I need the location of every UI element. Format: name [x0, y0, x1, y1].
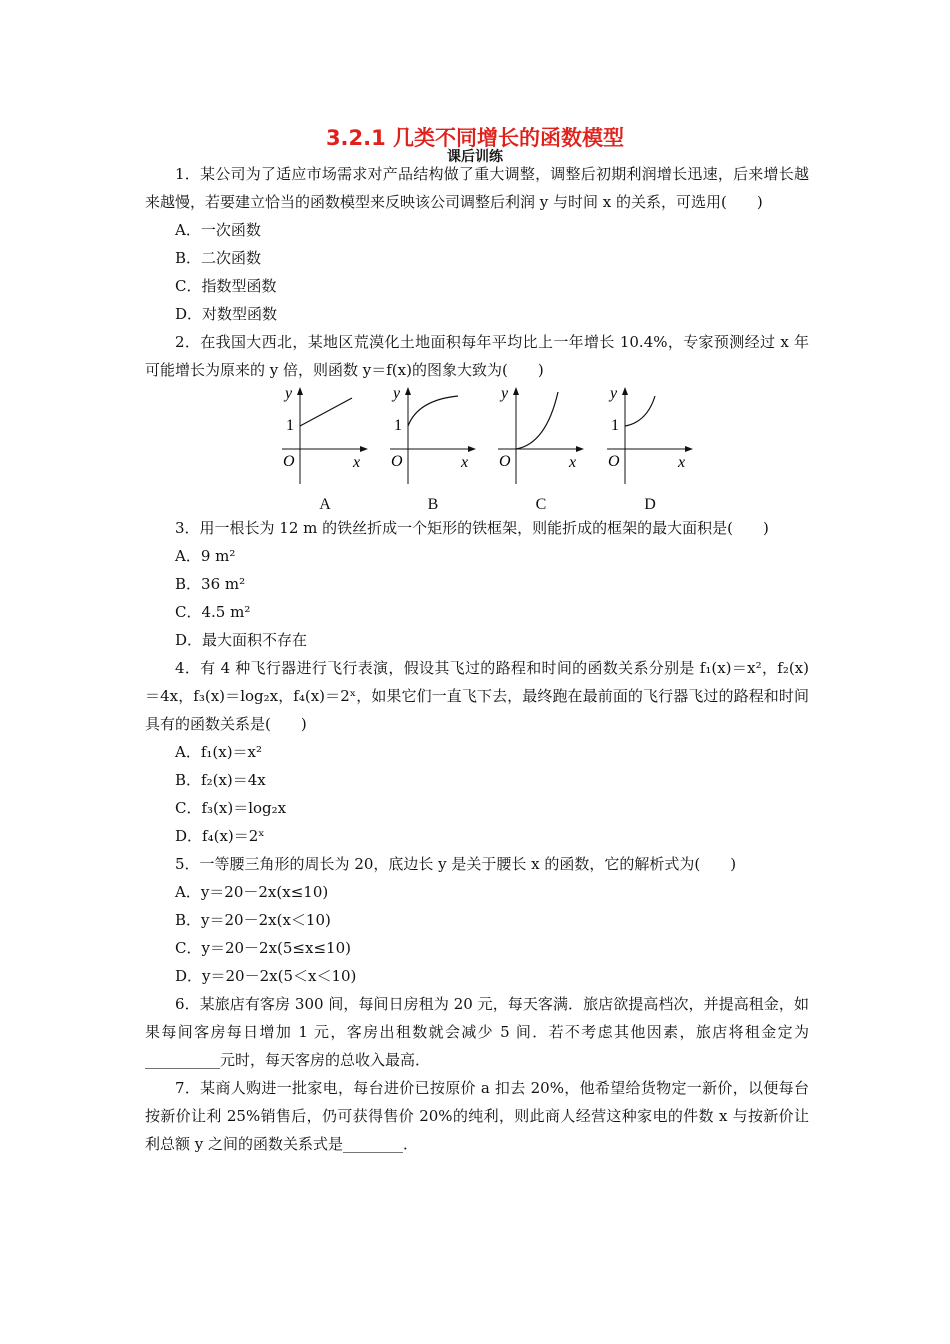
page-subtitle: 课后训练 — [447, 149, 503, 165]
question-3-option-c: C．4.5 m² — [175, 603, 251, 621]
graph-b-x-label: x — [461, 454, 469, 471]
graph-a-plot — [280, 384, 370, 489]
question-1-option-c: C．指数型函数 — [175, 277, 277, 295]
question-1-option-d: D．对数型函数 — [175, 305, 278, 323]
page-title: 3.2.1 几类不同增长的函数模型 — [325, 126, 625, 150]
graph-c-origin: O — [499, 453, 511, 470]
question-6: 6．某旅店有客房 300 间，每间日房租为 20 元，每天客满．旅店欲提高档次，并提高租金，如果每间客房每日增加 1 元，客房出租数就会减少 5 间．若不考虑其他因素，旅店将租金定为__________元时，每天客房的总收入最高． — [145, 995, 809, 1069]
question-4: 4．有 4 种飞行器进行飞行表演，假设其飞过的路程和时间的函数关系分别是 f₁(x)＝x²，f₂(x)＝4x，f₃(x)＝log₂x，f₄(x)＝2ˣ，如果它们一直飞下去，最终跑在最前面的飞行器飞过的路程和时间具有的函数关系是( ) — [145, 659, 809, 733]
question-5: 5．一等腰三角形的周长为 20，底边长 y 是关于腰长 x 的函数，它的解析式为( ) — [175, 855, 737, 873]
graph-a-tick-one: 1 — [286, 417, 294, 434]
question-5-option-a: A．y＝20－2x(x≤10) — [175, 883, 329, 901]
graph-a-x-label: x — [353, 454, 361, 471]
question-1: 1．某公司为了适应市场需求对产品结构做了重大调整，调整后初期利润增长迅速，后来增长越来越慢，若要建立恰当的函数模型来反映该公司调整后利润 y 与时间 x 的关系，可选用( ) — [145, 165, 809, 211]
exercise-list — [145, 160, 809, 1158]
graph-b-label: B — [427, 496, 439, 513]
question-3-option-d: D．最大面积不存在 — [175, 631, 308, 649]
question-7: 7．某商人购进一批家电，每台进价已按原价 a 扣去 20%，他希望给货物定一新价，以便每台按新价让利 25%销售后，仍可获得售价 20%的纯利，则此商人经营这种家电的件数 x 与按新价让利总额 y 之间的函数关系式是________． — [145, 1079, 809, 1153]
graph-a-y-label: y — [285, 385, 293, 402]
graph-a — [280, 384, 370, 514]
graph-c-label: C — [535, 496, 547, 513]
graph-b-origin: O — [391, 453, 403, 470]
question-3-option-b: B．36 m² — [175, 575, 246, 593]
question-1-option-a: A．一次函数 — [175, 221, 261, 239]
question-4-option-a: A．f₁(x)＝x² — [175, 743, 263, 761]
question-2: 2．在我国大西北，某地区荒漠化土地面积每年平均比上一年增长 10.4%，专家预测经过 x 年可能增长为原来的 y 倍，则函数 y＝f(x)的图象大致为( ) — [145, 333, 809, 379]
graph-c-y-label: y — [501, 385, 509, 402]
question-1-option-b: B．二次函数 — [175, 249, 262, 267]
graph-c — [496, 384, 586, 514]
graph-b-plot — [388, 384, 478, 489]
question-5-option-b: B．y＝20－2x(x＜10) — [175, 911, 331, 929]
graph-a-label: A — [319, 496, 331, 513]
question-5-option-d: D．y＝20－2x(5＜x＜10) — [175, 967, 357, 985]
graph-c-x-label: x — [569, 454, 577, 471]
question-4-option-b: B．f₂(x)＝4x — [175, 771, 266, 789]
question-5-option-c: C．y＝20－2x(5≤x≤10) — [175, 939, 351, 957]
graph-d — [605, 384, 695, 514]
graph-d-plot — [605, 384, 695, 489]
graph-b-y-label: y — [393, 385, 401, 402]
graph-d-origin: O — [608, 453, 620, 470]
question-2-graphs — [280, 384, 809, 514]
question-3: 3．用一根长为 12 m 的铁丝折成一个矩形的铁框架，则能折成的框架的最大面积是( ) — [175, 519, 769, 537]
graph-c-plot — [496, 384, 586, 489]
graph-d-label: D — [644, 496, 656, 513]
graph-b-tick-one: 1 — [394, 417, 402, 434]
question-4-option-c: C．f₃(x)＝log₂x — [175, 799, 287, 817]
graph-b — [388, 384, 478, 514]
question-3-option-a: A．9 m² — [175, 547, 236, 565]
graph-d-y-label: y — [610, 385, 618, 402]
question-4-option-d: D．f₄(x)＝2ˣ — [175, 827, 265, 845]
graph-d-tick-one: 1 — [611, 417, 619, 434]
graph-d-x-label: x — [678, 454, 686, 471]
graph-a-origin: O — [283, 453, 295, 470]
